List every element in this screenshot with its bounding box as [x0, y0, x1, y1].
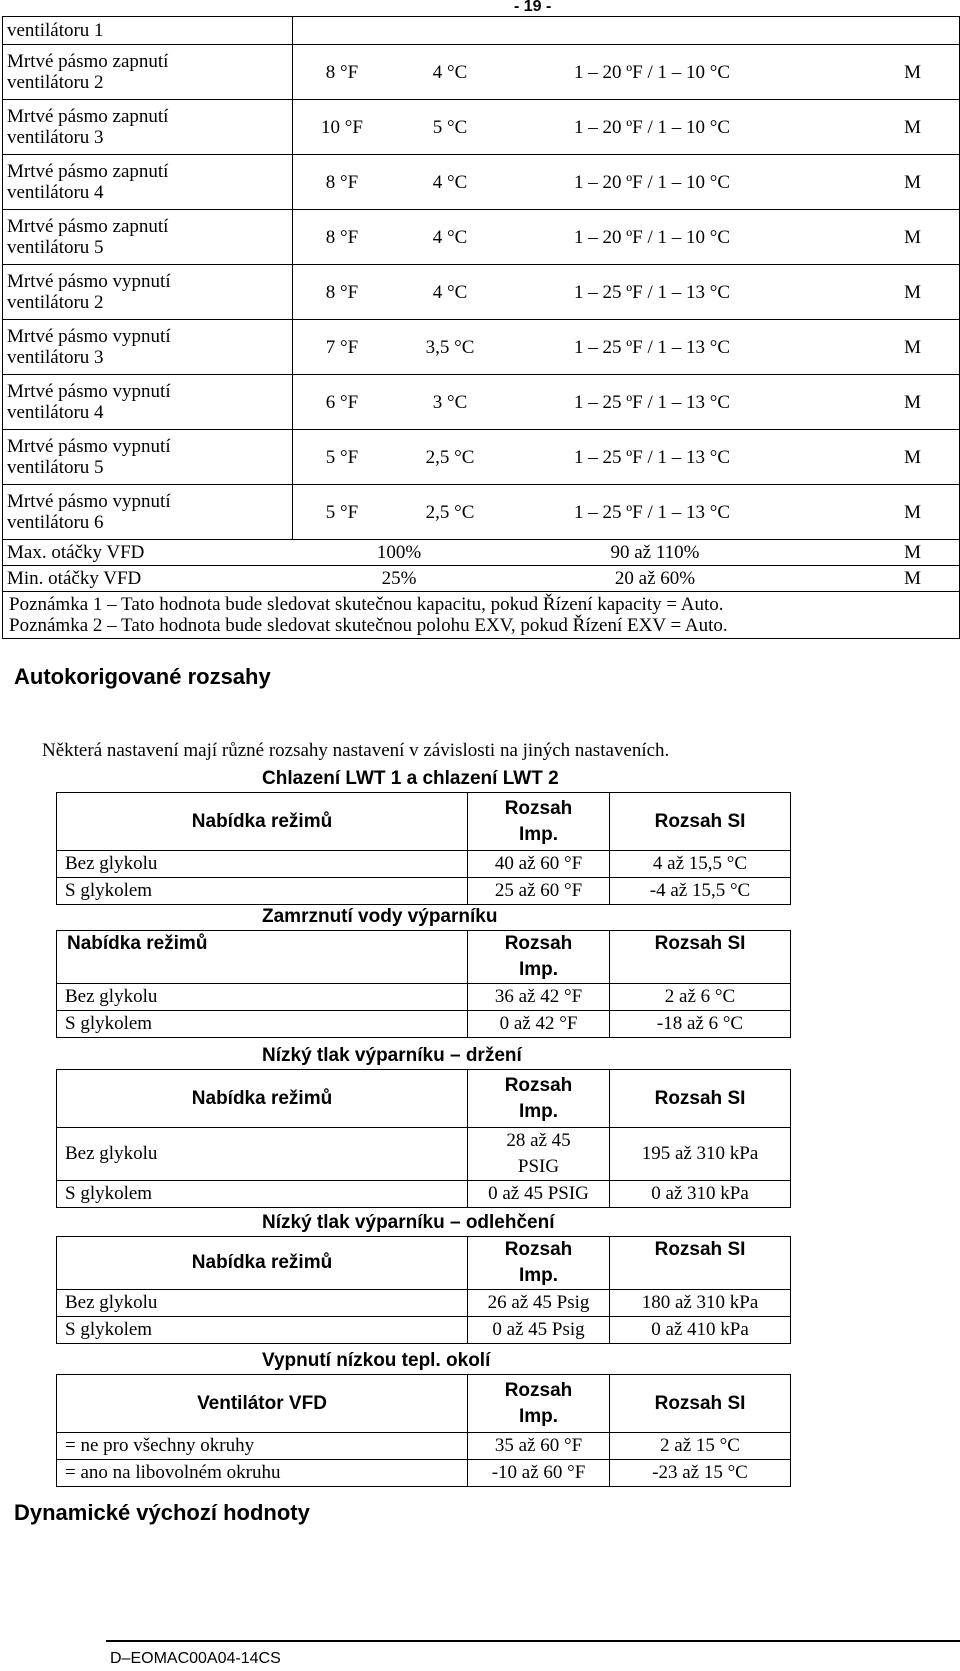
table-cell: 4 až 15,5 °C	[610, 851, 791, 878]
document-code: D–EOMAC00A04-14CS	[110, 1650, 281, 1667]
column-header: Rozsah SI	[610, 1375, 791, 1433]
row-label: Mrtvé pásmo vypnutí	[7, 271, 171, 292]
imp-default: 6 °F	[325, 391, 359, 413]
column-header: Nabídka režimů	[57, 931, 468, 984]
column-header: Rozsah SI	[610, 1237, 791, 1290]
range: 1 – 20 ºF / 1 – 10 °C	[573, 171, 730, 193]
table-cell: 0 až 310 kPa	[610, 1181, 791, 1208]
imp-default: 7 °F	[325, 336, 359, 358]
imp-default: 8 °F	[325, 171, 359, 193]
table-cell: 28 až 45	[506, 1130, 571, 1151]
range: 1 – 25 ºF / 1 – 13 °C	[573, 446, 730, 468]
column-header: Imp.	[518, 823, 559, 845]
table-row	[57, 851, 791, 878]
row-label: ventilátoru 4	[7, 402, 104, 423]
table-row	[57, 1317, 791, 1344]
table-row	[57, 1128, 791, 1181]
fan-deadband-table	[2, 16, 960, 639]
range-table	[56, 792, 791, 905]
column-header: Nabídka režimů	[57, 793, 468, 851]
si-default: 4 °C	[432, 61, 468, 83]
range: 1 – 20 ºF / 1 – 10 °C	[573, 116, 730, 138]
row-label: ventilátoru 2	[7, 72, 104, 93]
access-level: M	[904, 61, 921, 83]
column-header: Rozsah	[504, 1379, 573, 1401]
si-default: 4 °C	[432, 171, 468, 193]
column-header: Rozsah SI	[610, 793, 791, 851]
table-cell: S glykolem	[57, 1011, 468, 1038]
column-header: Rozsah SI	[610, 1070, 791, 1128]
table-cell: Bez glykolu	[57, 851, 468, 878]
si-default: 3 °C	[432, 391, 468, 413]
access-level: M	[904, 281, 921, 303]
row-label: Mrtvé pásmo vypnutí	[7, 326, 171, 347]
table-cell: -4 až 15,5 °C	[610, 878, 791, 905]
si-default: 3,5 °C	[425, 336, 475, 358]
table-cell: 0 až 45 Psig	[468, 1317, 610, 1344]
table-row	[3, 430, 960, 485]
range: 1 – 25 ºF / 1 – 13 °C	[573, 501, 730, 523]
table-row	[3, 17, 960, 45]
table-row	[3, 320, 960, 375]
table-cell: -18 až 6 °C	[610, 1011, 791, 1038]
range: 1 – 25 ºF / 1 – 13 °C	[573, 336, 730, 358]
range-table	[56, 1236, 791, 1344]
row-label: Min. otáčky VFD	[7, 568, 142, 589]
row-label: Mrtvé pásmo zapnutí	[7, 161, 169, 182]
row-label: ventilátoru 2	[7, 292, 104, 313]
table-cell: S glykolem	[57, 1181, 468, 1208]
table-row	[57, 1011, 791, 1038]
range: 1 – 20 ºF / 1 – 10 °C	[573, 226, 730, 248]
table-header-row	[57, 931, 791, 984]
table-cell: 40 až 60 °F	[468, 851, 610, 878]
row-label: Mrtvé pásmo vypnutí	[7, 436, 171, 457]
column-header: Imp.	[518, 959, 559, 980]
access-level: M	[904, 226, 921, 248]
column-header: Rozsah	[504, 933, 573, 954]
page-number: - 19 -	[514, 0, 552, 15]
row-label: ventilátoru 3	[7, 347, 104, 368]
range: 1 – 25 ºF / 1 – 13 °C	[573, 281, 730, 303]
range: 1 – 25 ºF / 1 – 13 °C	[573, 391, 730, 413]
access-level: M	[904, 542, 921, 563]
row-label: Mrtvé pásmo zapnutí	[7, 106, 169, 127]
row-label: ventilátoru 5	[7, 237, 104, 258]
column-header: Nabídka režimů	[57, 1070, 468, 1128]
si-default: 2,5 °C	[425, 446, 475, 468]
table-title: Zamrznutí vody výparníku	[262, 906, 498, 927]
table-cell: 2 až 6 °C	[610, 984, 791, 1011]
table-row	[3, 210, 960, 265]
column-header: Rozsah	[504, 1074, 573, 1096]
si-default: 4 °C	[432, 226, 468, 248]
row-label: ventilátoru 6	[7, 512, 104, 533]
access-level: M	[904, 336, 921, 358]
table-row	[3, 100, 960, 155]
imp-default: 8 °F	[325, 281, 359, 303]
table-header-row	[57, 1375, 791, 1433]
table-cell: = ano na libovolném okruhu	[57, 1460, 468, 1487]
table-title: Chlazení LWT 1 a chlazení LWT 2	[262, 768, 559, 789]
row-label: ventilátoru 5	[7, 457, 104, 478]
si-default: 4 °C	[432, 281, 468, 303]
table-row	[57, 1433, 791, 1460]
table-row	[3, 566, 960, 592]
row-label: Mrtvé pásmo zapnutí	[7, 51, 169, 72]
table-row	[3, 45, 960, 100]
table-cell: 35 až 60 °F	[468, 1433, 610, 1460]
range: 90 až 110%	[610, 542, 700, 563]
table-row	[3, 485, 960, 540]
imp-default: 5 °F	[325, 501, 359, 523]
footer-divider	[106, 1640, 960, 1642]
default-value: 100%	[376, 542, 422, 563]
row-label: ventilátoru 4	[7, 182, 104, 203]
column-header: Imp.	[518, 1405, 559, 1427]
table-cell: 180 až 310 kPa	[610, 1290, 791, 1317]
access-level: M	[904, 446, 921, 468]
column-header: Imp.	[518, 1265, 559, 1286]
table-cell: = ne pro všechny okruhy	[57, 1433, 468, 1460]
table-cell: S glykolem	[57, 878, 468, 905]
table-row	[3, 375, 960, 430]
table-row	[57, 984, 791, 1011]
column-header: Rozsah	[504, 797, 573, 819]
column-header: Nabídka režimů	[57, 1237, 468, 1290]
table-row	[57, 878, 791, 905]
imp-default: 8 °F	[325, 226, 359, 248]
table-cell: 25 až 60 °F	[468, 878, 610, 905]
imp-default: 10 °F	[321, 116, 363, 138]
table-cell: S glykolem	[57, 1317, 468, 1344]
row-label: Mrtvé pásmo zapnutí	[7, 216, 169, 237]
table-cell: -10 až 60 °F	[468, 1460, 610, 1487]
imp-default: 8 °F	[325, 61, 359, 83]
column-header: Rozsah	[504, 1239, 573, 1260]
range-table	[56, 1069, 791, 1208]
row-label: ventilátoru 1	[3, 17, 293, 45]
table-row	[3, 540, 960, 566]
access-level: M	[904, 501, 921, 523]
range: 1 – 20 ºF / 1 – 10 °C	[573, 61, 730, 83]
table-row	[3, 592, 960, 639]
range-table	[56, 1374, 791, 1487]
row-label: Mrtvé pásmo vypnutí	[7, 381, 171, 402]
table-cell: Bez glykolu	[57, 1290, 468, 1317]
table-header-row	[57, 1237, 791, 1290]
table-row	[57, 1460, 791, 1487]
table-title: Vypnutí nízkou tepl. okolí	[262, 1350, 491, 1371]
table-cell: Bez glykolu	[57, 1128, 468, 1181]
table-title: Nízký tlak výparníku – držení	[262, 1045, 522, 1066]
access-level: M	[904, 116, 921, 138]
section-heading-2: Dynamické výchozí hodnoty	[14, 1500, 310, 1525]
row-label: Mrtvé pásmo vypnutí	[7, 491, 171, 512]
table-row	[3, 265, 960, 320]
table-cell: Bez glykolu	[57, 984, 468, 1011]
range: 20 až 60%	[614, 568, 696, 589]
intro-text: Některá nastavení mají různé rozsahy nastavení v závislosti na jiných nastaveních.	[42, 740, 670, 761]
table-cell: 0 až 410 kPa	[610, 1317, 791, 1344]
table-row	[3, 155, 960, 210]
table-cell: 26 až 45 Psig	[468, 1290, 610, 1317]
si-default: 5 °C	[432, 116, 468, 138]
access-level: M	[904, 391, 921, 413]
si-default: 2,5 °C	[425, 501, 475, 523]
column-header: Rozsah SI	[610, 931, 791, 984]
imp-default: 5 °F	[325, 446, 359, 468]
row-label: Max. otáčky VFD	[7, 542, 145, 563]
row-label: ventilátoru 3	[7, 127, 104, 148]
table-title: Nízký tlak výparníku – odlehčení	[262, 1212, 555, 1233]
table-row	[57, 1181, 791, 1208]
note-1: Poznámka 1 – Tato hodnota bude sledovat skutečnou kapacitu, pokud Řízení kapacity = Auto.	[9, 594, 724, 615]
access-level: M	[904, 568, 921, 589]
table-cell: PSIG	[517, 1156, 560, 1177]
table-cell: 0 až 45 PSIG	[468, 1181, 610, 1208]
table-cell: 0 až 42 °F	[468, 1011, 610, 1038]
table-header-row	[57, 793, 791, 851]
range-table	[56, 930, 791, 1038]
table-cell: -23 až 15 °C	[610, 1460, 791, 1487]
table-header-row	[57, 1070, 791, 1128]
column-header: Ventilátor VFD	[57, 1375, 468, 1433]
access-level: M	[904, 171, 921, 193]
section-heading: Autokorigované rozsahy	[14, 664, 271, 689]
table-row	[57, 1290, 791, 1317]
note-2: Poznámka 2 – Tato hodnota bude sledovat skutečnou polohu EXV, pokud Řízení EXV = Auto.	[9, 615, 728, 636]
table-cell: 2 až 15 °C	[610, 1433, 791, 1460]
table-cell: 36 až 42 °F	[468, 984, 610, 1011]
default-value: 25%	[381, 568, 417, 589]
column-header: Imp.	[518, 1100, 559, 1122]
table-cell: 195 až 310 kPa	[610, 1128, 791, 1181]
